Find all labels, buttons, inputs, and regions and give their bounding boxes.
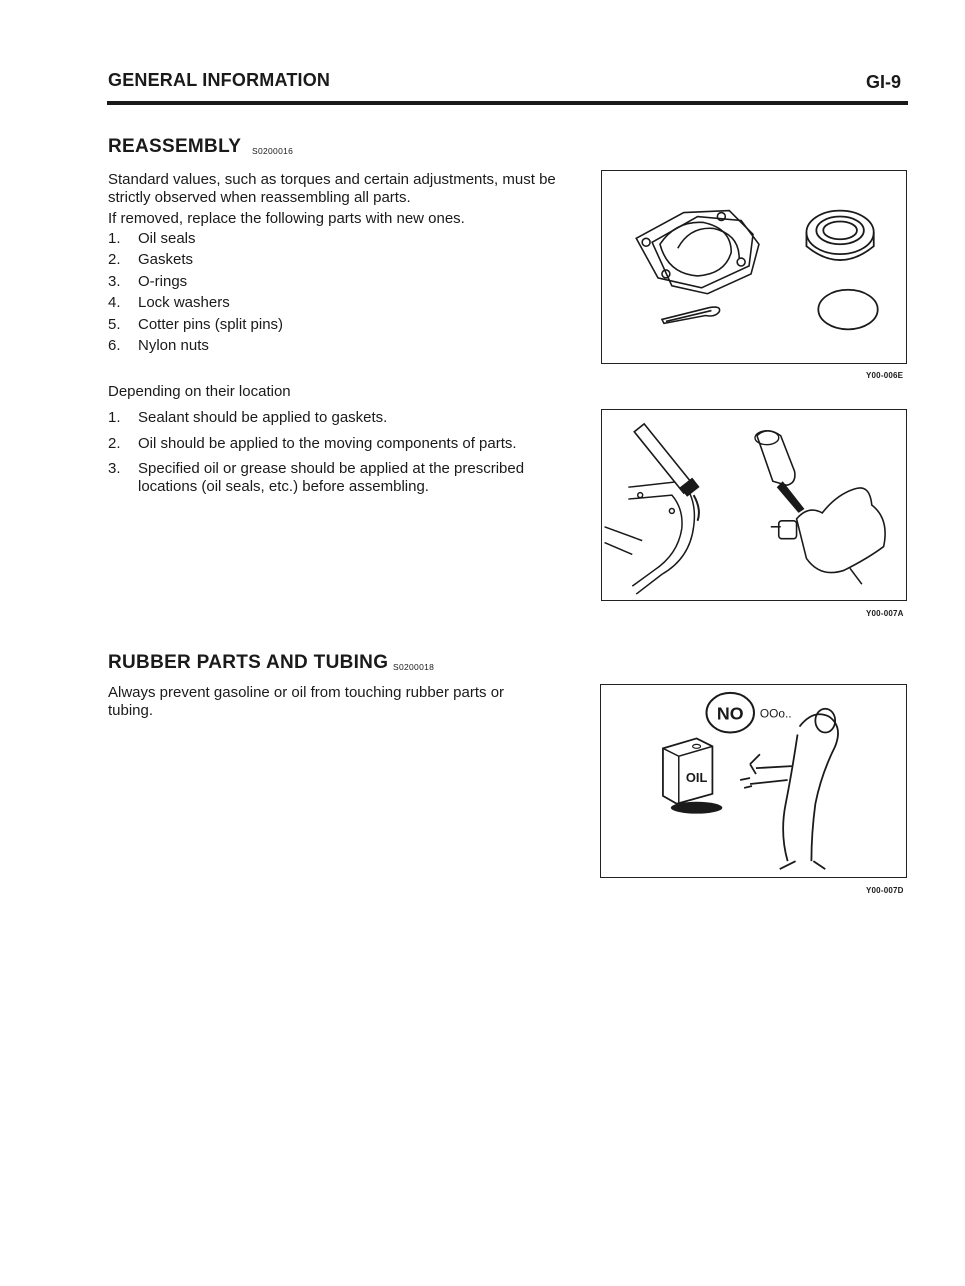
speech-bubble-icon [706, 693, 791, 733]
figure-sealant-oil [601, 409, 907, 601]
list-text: Lock washers [138, 294, 230, 312]
list-number: 1. [108, 230, 121, 247]
oil-seal-icon [806, 211, 873, 260]
list-text: Cotter pins (split pins) [138, 315, 284, 333]
bubble-text: NO [716, 703, 744, 724]
figure-replacement-parts [601, 170, 907, 364]
list-text: Oil seals [138, 230, 196, 247]
replacement-parts-list [108, 230, 558, 358]
list-item [108, 316, 558, 337]
application-steps-list [108, 409, 553, 503]
list-text: Nylon nuts [138, 336, 209, 354]
list-text: Sealant should be applied to gaskets. [138, 409, 388, 426]
list-item [108, 251, 558, 272]
sealant-oil-illustration [602, 410, 906, 600]
reassembly-title: REASSEMBLY [108, 136, 242, 157]
list-item [108, 273, 558, 294]
list-item [108, 230, 558, 251]
header-title: GENERAL INFORMATION [108, 70, 331, 90]
sealant-tube-icon [634, 424, 699, 521]
list-text: Oil should be applied to the moving components of parts. [138, 434, 517, 452]
component-housing-icon [771, 488, 885, 584]
list-text: O-rings [138, 272, 188, 290]
list-number: 2. [108, 434, 121, 452]
oil-pan-icon [605, 481, 695, 594]
rubber-hose-illustration [601, 685, 906, 877]
list-number: 3. [108, 272, 121, 290]
can-label: OIL [685, 769, 708, 785]
location-note: Depending on their location [108, 383, 291, 400]
list-text: Specified oil or grease should be applied at the prescribed locations (oil seals, etc.) before assembling. [138, 460, 525, 495]
header-rule [107, 101, 908, 105]
bubble-trail-text: OOo.. [759, 706, 792, 721]
list-item [108, 337, 558, 358]
oil-can-icon [663, 738, 722, 813]
reassembly-code: S0200016 [252, 146, 294, 156]
reassembly-intro: Standard values, such as torques and certain adjustments, must be strictly observed when reassembling all parts. [108, 171, 556, 206]
list-number: 4. [108, 294, 121, 312]
figure-caption: Y00-006E [866, 371, 904, 380]
list-item [108, 409, 553, 427]
o-ring-icon [818, 290, 877, 330]
oil-can-icon [755, 431, 804, 513]
list-item [108, 435, 553, 453]
rubber-parts-text: Always prevent gasoline or oil from touching rubber parts or tubing. [108, 684, 505, 719]
figure-rubber-hose [600, 684, 907, 878]
list-number: 3. [108, 460, 121, 477]
figure-caption: Y00-007D [866, 886, 904, 895]
list-item [108, 460, 553, 495]
gasket-icon [636, 211, 759, 294]
list-number: 1. [108, 409, 121, 426]
list-number: 2. [108, 251, 121, 269]
rubber-parts-title: RUBBER PARTS AND TUBING [108, 652, 389, 673]
list-number: 6. [108, 336, 121, 354]
figure-caption: Y00-007A [866, 609, 904, 618]
page-number: GI-9 [866, 72, 902, 92]
cotter-pin-icon [662, 307, 720, 323]
list-text: Gaskets [138, 251, 194, 269]
rubber-parts-code: S0200018 [393, 662, 435, 672]
list-number: 5. [108, 315, 121, 333]
rubber-hose-icon [740, 706, 838, 869]
replacement-parts-illustration [602, 171, 906, 363]
replace-note: If removed, replace the following parts with new ones. [108, 210, 465, 227]
list-item [108, 294, 558, 315]
